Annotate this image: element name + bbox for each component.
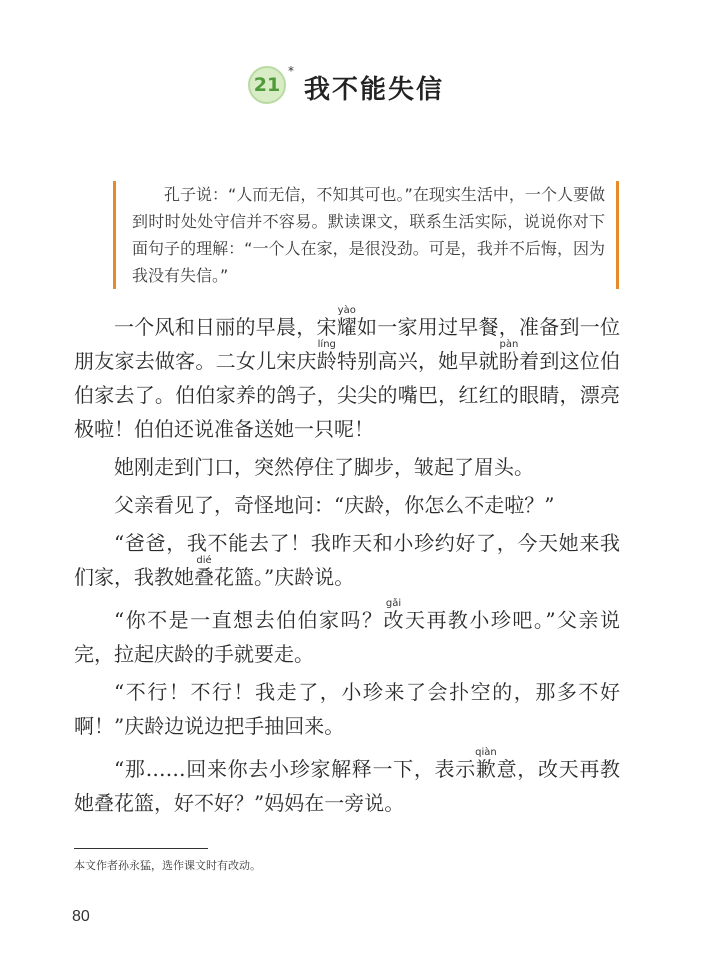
text-run: “那……回来你去小珍家解释一下，表示 <box>114 757 476 781</box>
annotated-character <box>498 339 520 373</box>
paragraph-2: 她刚走到门口，突然停住了脚步，皱起了眉头。 <box>114 455 534 479</box>
text-run: 一个风和日丽的早晨，宋 <box>114 315 337 339</box>
paragraph-4 <box>74 526 620 594</box>
pinyin: dié <box>194 555 214 566</box>
text-run: 特别高兴，她早就 <box>337 349 499 373</box>
text-run: 天再教小珍吧。”父亲说完，拉起庆龄的手就要走。 <box>74 608 620 666</box>
reading-prompt-text: 孔子说：“人而无信，不知其可也。”在现实生活中，一个人要做到时时处处守信并不容易。默读课文，联系生活实际，说说你对下面句子的理解：“一个人在家，是很没劲。可是，我并不后悔，因为我没有失信。” <box>132 185 605 285</box>
optional-lesson-mark: * <box>288 64 294 78</box>
character: 叠 <box>194 565 214 589</box>
pinyin: pàn <box>498 339 519 350</box>
character: 耀 <box>336 315 357 339</box>
character: 盼 <box>498 349 520 373</box>
paragraph-6: “不行！不行！我走了，小珍来了会扑空的，那多不好啊！”庆龄边说边把手抽回来。 <box>74 680 620 738</box>
paragraph-3: 父亲看见了，奇怪地问：“庆龄，你怎么不走啦？” <box>114 493 555 517</box>
text-run: 着到这位伯伯家去了。伯伯家养的鸽子，尖尖的嘴巴，红红的眼睛，漂亮极啦！伯伯还说准备送她一只呢！ <box>74 349 621 441</box>
paragraph-7 <box>74 747 620 820</box>
character: 改 <box>383 608 405 632</box>
character: 龄 <box>316 349 338 373</box>
text-run: 如一家用过早餐，准备到一位朋友家去做客。二女儿宋庆 <box>74 315 620 373</box>
reading-prompt-box <box>113 181 619 291</box>
pinyin: yào <box>336 305 357 316</box>
annotated-character <box>194 555 214 589</box>
page-number: 80 <box>72 908 90 925</box>
paragraph-5 <box>74 598 620 671</box>
lesson-title: 我不能失信 <box>304 75 445 105</box>
text-run: 意，改天再教她叠花篮，好不好？”妈妈在一旁说。 <box>74 757 621 815</box>
lesson-number-badge <box>248 66 286 104</box>
prompt-left-bar <box>113 181 116 289</box>
pinyin: gǎi <box>383 598 404 609</box>
paragraph-1 <box>74 305 620 446</box>
annotated-character <box>336 305 357 339</box>
prompt-right-bar <box>616 181 619 289</box>
annotated-character <box>316 339 338 373</box>
footnote: 本文作者孙永猛，选作课文时有改动。 <box>74 859 261 872</box>
lesson-heading <box>248 66 444 123</box>
story-text <box>74 305 620 820</box>
pinyin: líng <box>316 339 337 350</box>
lesson-number: 21 <box>253 74 281 96</box>
text-run: “你不是一直想去伯伯家吗？ <box>114 608 384 632</box>
annotated-character <box>475 747 497 781</box>
character: 歉 <box>475 757 497 781</box>
text-run: 花篮。”庆龄说。 <box>214 565 355 589</box>
footnote-divider <box>74 848 208 849</box>
text-run: “爸爸，我不能去了！我昨天和小珍约好了，今天她来我们家，我教她 <box>74 531 620 589</box>
pinyin: qiàn <box>475 747 497 758</box>
annotated-character <box>383 598 405 632</box>
